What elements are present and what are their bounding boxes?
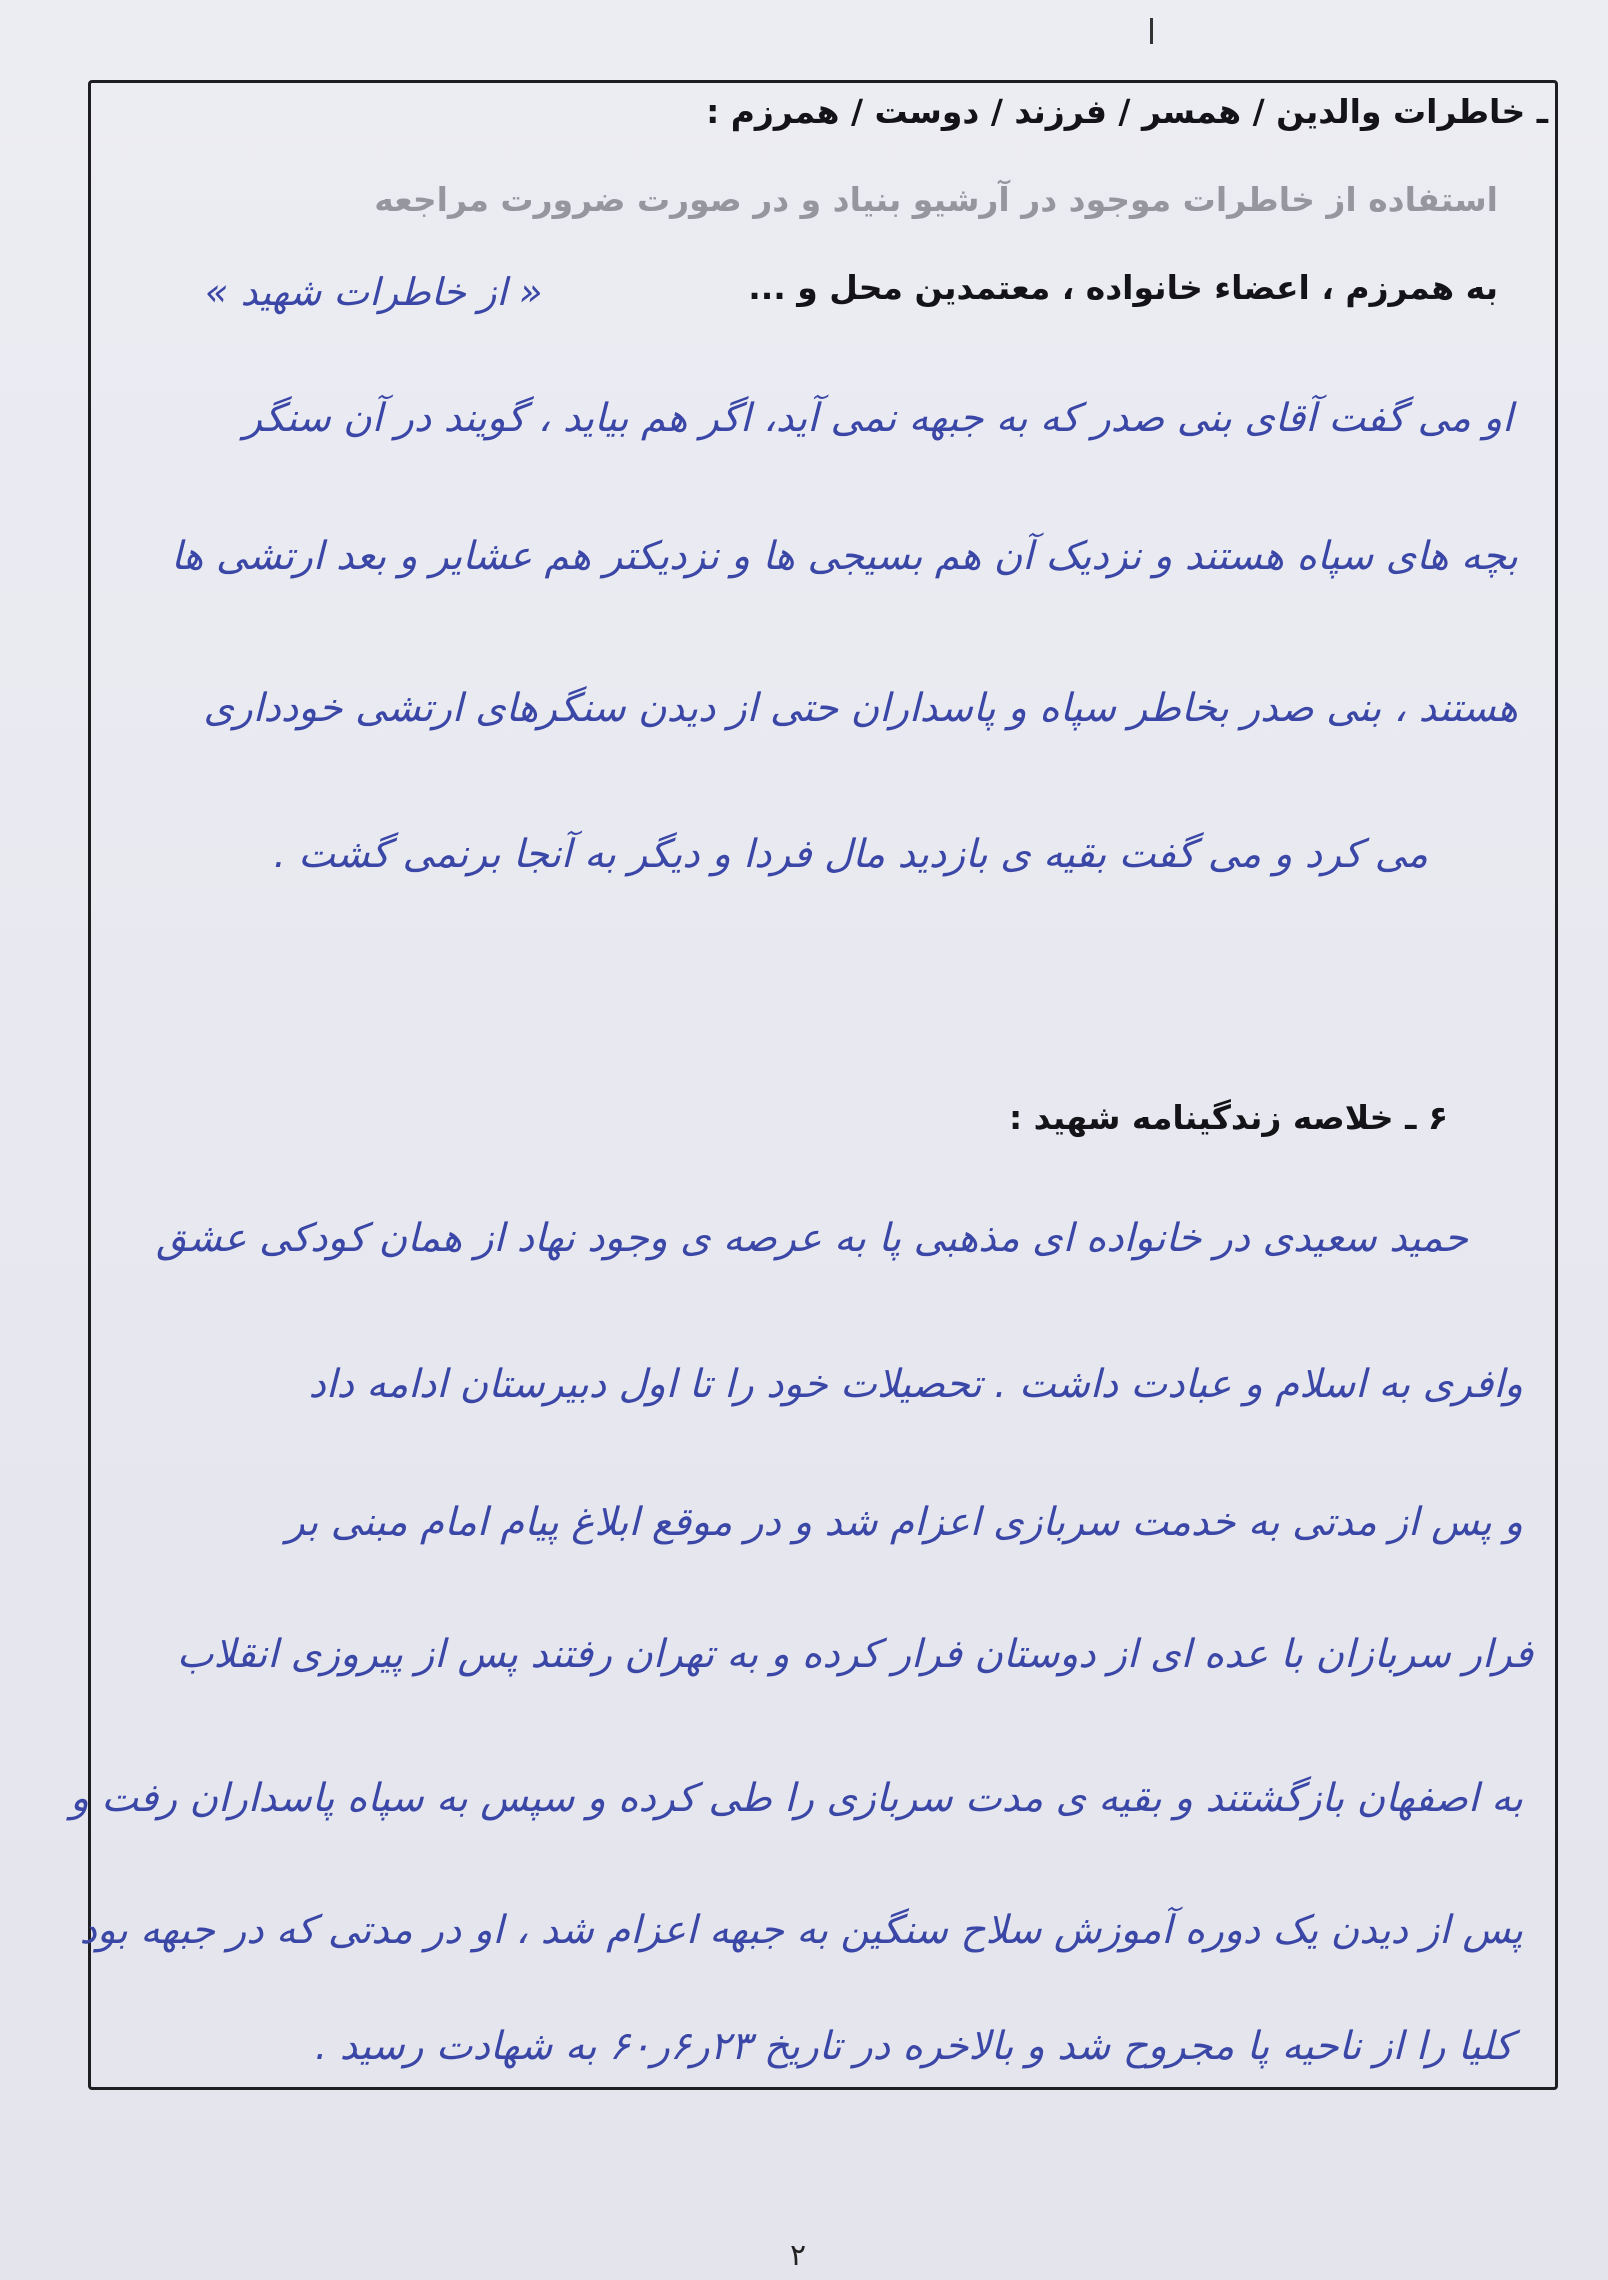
section5-heading: ـ خاطرات والدین / همسر / فرزند / دوست / همرزم : [706, 92, 1548, 131]
biography-line: پس از دیدن یک دوره آموزش سلاح سنگین به جبهه اعزام شد ، او در مدتی که در جبهه بود [79, 1908, 1523, 1953]
biography-line: وافری به اسلام و عبادت داشت . تحصیلات خود را تا اول دبیرستان ادامه داد [308, 1362, 1523, 1407]
memoir-line: هستند ، بنی صدر بخاطر سپاه و پاسداران حتی از دیدن سنگرهای ارتشی خودداری [203, 686, 1518, 731]
biography-line: حمید سعیدی در خانواده ای مذهبی پا به عرصه ی وجود نهاد از همان کودکی عشق [156, 1216, 1468, 1261]
biography-line: و پس از مدتی به خدمت سربازی اعزام شد و در موقع ابلاغ پیام امام مبنی بر [285, 1500, 1523, 1545]
section5-instruction-line2: به همرزم ، اعضاء خانواده ، معتمدین محل و ... [748, 268, 1498, 307]
section6-heading: ۶ ـ خلاصه زندگینامه شهید : [1008, 1098, 1448, 1137]
biography-line: کلیا را از ناحیه پا مجروح شد و بالاخره در تاریخ ۲۳ر۶ر۶۰ به شهادت رسید . [314, 2024, 1513, 2069]
memoir-line: او می گفت آقای بنی صدر که به جبهه نمی آید، اگر هم بیاید ، گویند در آن سنگر [243, 396, 1513, 441]
memoir-line: بچه های سپاه هستند و نزدیک آن هم بسیجی ها و نزدیکتر هم عشایر و بعد ارتشی ها [170, 534, 1518, 579]
page-number: ۲ [790, 2238, 807, 2273]
top-margin-mark [1150, 18, 1153, 44]
biography-line: به اصفهان بازگشتند و بقیه ی مدت سربازی را طی کرده و سپس به سپاه پاسداران رفت و [70, 1776, 1523, 1821]
section5-instruction-line1: استفاده از خاطرات موجود در آرشیو بنیاد و در صورت ضرورت مراجعه [374, 180, 1498, 219]
memoir-line: می کرد و می گفت بقیه ی بازدید مال فردا و دیگر به آنجا برنمی گشت . [273, 832, 1428, 877]
biography-line: فرار سربازان با عده ای از دوستان فرار کرده و به تهران رفتند پس از پیروزی انقلاب [176, 1632, 1533, 1677]
memoir-title: « از خاطرات شهید » [205, 270, 543, 314]
